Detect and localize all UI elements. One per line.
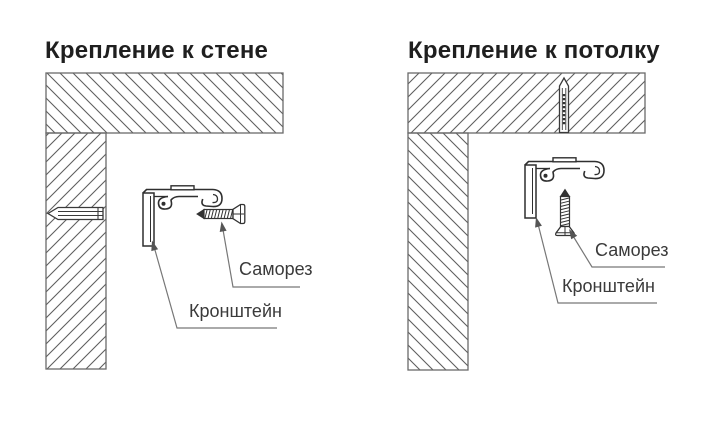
ceiling-slab-hatched [46,73,283,133]
panel-title: Крепление к стене [45,37,269,64]
ceiling-slab-hatched [408,73,645,133]
label-screw: Саморез [595,240,669,260]
wall-slab-hatched [408,133,468,370]
screw-drawing [556,190,575,236]
panel-title: Крепление к потолку [408,37,660,64]
label-screw: Саморез [239,259,313,279]
arrowhead [535,217,542,228]
label-bracket: Кронштейн [189,301,282,321]
screw-drawing [197,205,245,224]
arrowhead [220,222,227,233]
wall-slab-hatched [46,133,106,369]
panel-ceiling-mounting [362,0,724,427]
wall-anchor-drawing [48,208,103,220]
ceiling-anchor-drawing [560,78,569,133]
label-bracket: Кронштейн [562,276,655,296]
arrowhead [569,229,577,239]
